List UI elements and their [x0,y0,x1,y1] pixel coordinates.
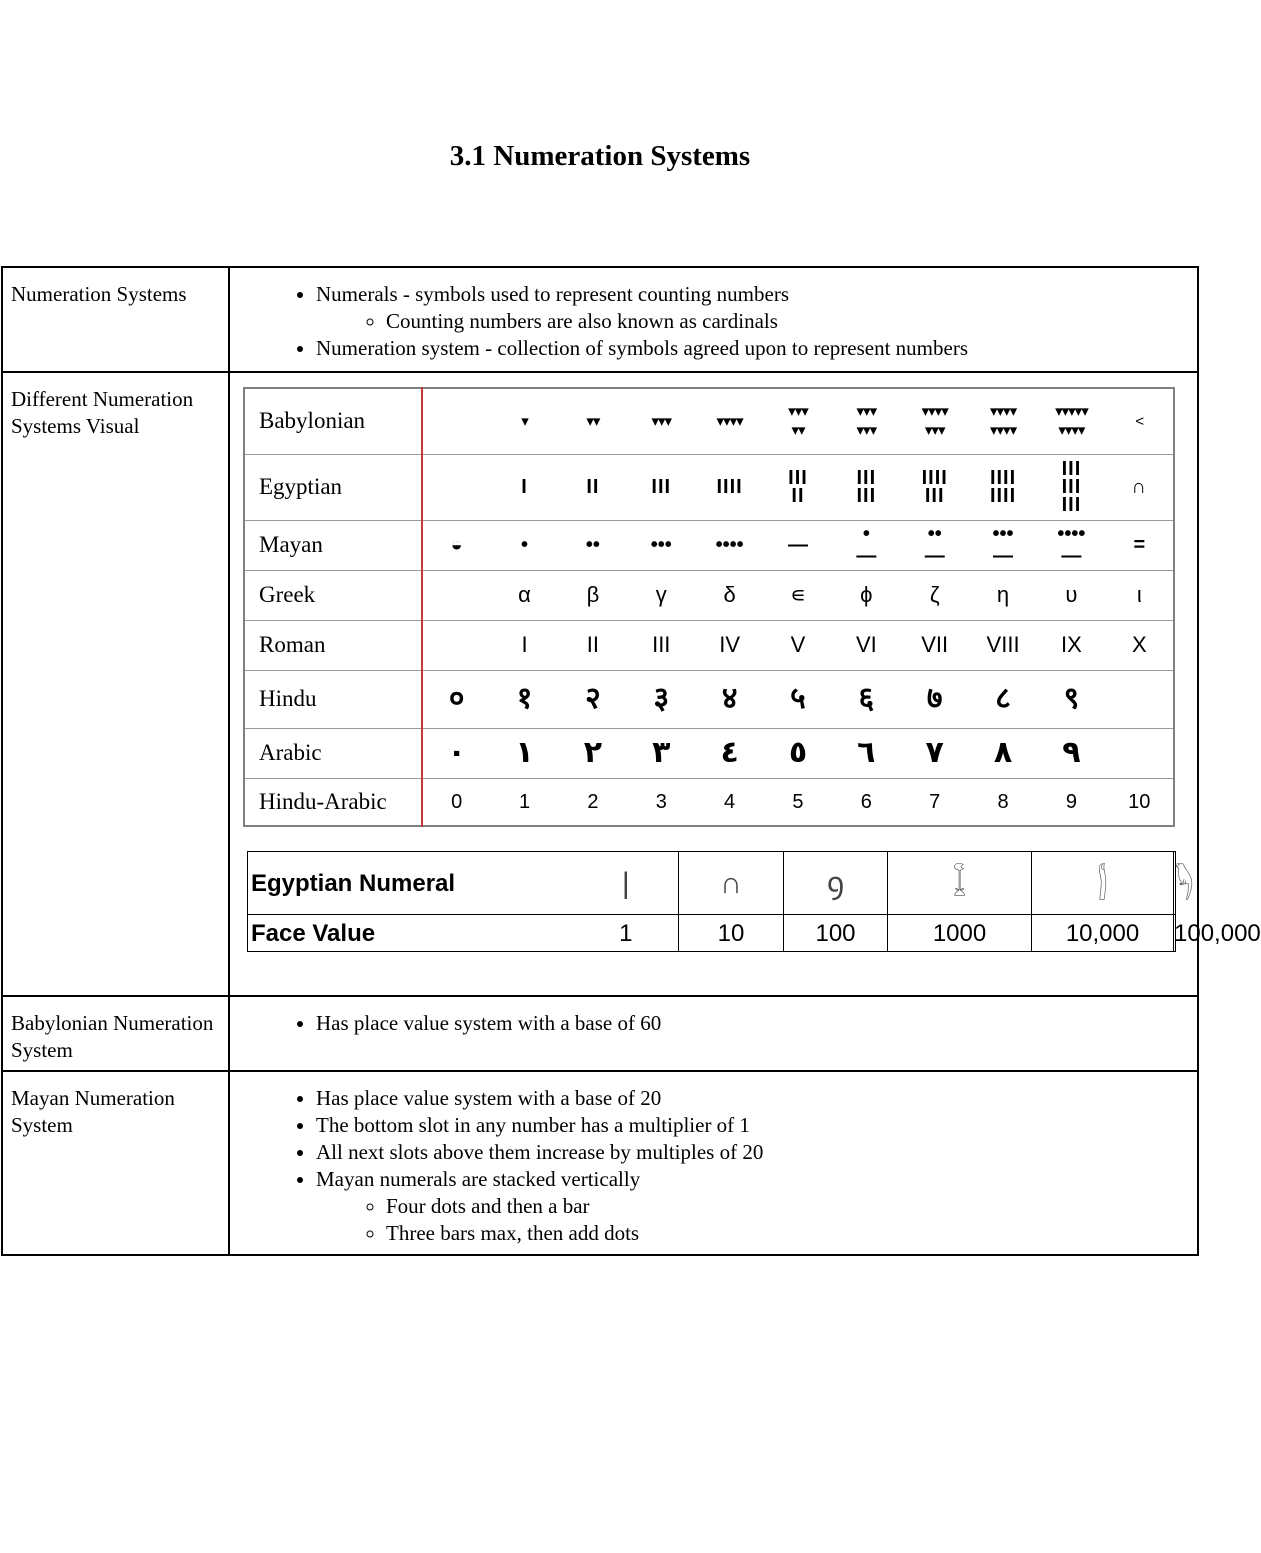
row-content [229,996,1198,1071]
list-item: ◦ Counting numbers are also known as cardinals [386,308,1189,335]
numeral-symbol [1106,728,1174,778]
egyptian-symbol-row [248,852,1176,915]
list-item: • Numerals - symbols used to represent counting numbers ◦ Counting numbers are also known as cardinals [316,281,1189,335]
numeral-row [244,670,1174,728]
numeral-symbol: ३ [627,670,695,728]
egyptian-numeral-label: Egyptian Numeral [248,852,574,915]
numeral-symbol: III III III [1037,454,1105,520]
numeral-symbol: 1 [518,790,531,813]
numeral-symbol: IIII IIII [969,454,1037,520]
numeral-symbol: ∩ [1106,454,1174,520]
numeral-symbol: ▾▾▾ ▾▾▾ [832,388,900,454]
numeral-symbol [422,620,490,670]
numeral-symbol: ▾▾▾ ▾▾ [764,388,832,454]
system-name: Arabic [244,728,422,778]
system-name: Mayan [244,520,422,570]
numeral-symbol: ▾▾▾▾▾ ▾▾▾▾ [1037,388,1105,454]
numeral-symbol: X [1106,620,1174,670]
numeral-symbol: ٩ [1037,728,1105,778]
numeral-symbol: 0 [451,790,463,813]
egyptian-symbol: 𓂭 [1032,852,1174,915]
face-value: 10,000 [1032,915,1174,952]
numeral-symbol: 2 [587,790,599,813]
bullet-list [238,281,1189,362]
numeral-symbol: ϕ [832,570,900,620]
numeral-row [244,520,1174,570]
numeral-symbol: ٤ [695,728,763,778]
numeral-symbol: ١ [490,728,558,778]
numeral-symbol: ▾▾▾ [627,388,695,454]
numeral-symbol: α [490,570,558,620]
numeral-symbol: ८ [969,670,1037,728]
numeral-symbol: III III [832,454,900,520]
face-value: 1000 [888,915,1032,952]
numeral-symbol: ٠ [422,728,490,778]
bullet-list [238,1010,1189,1037]
numeral-symbol: ▾▾▾▾ ▾▾▾ [901,388,969,454]
bullet-list [238,1085,1189,1247]
egyptian-symbol: ∩ [679,852,784,915]
numeral-symbol: IX [1037,620,1105,670]
numeral-symbol: 8 [997,790,1009,813]
numeral-symbol: २ [559,670,627,728]
egyptian-value-row [248,915,1176,952]
numeral-row [244,620,1174,670]
numeral-symbol: ० [422,670,490,728]
numeral-symbol: 5 [792,790,804,813]
face-value: 1 [574,915,679,952]
numeral-symbol [1106,670,1174,728]
row-label: Babylonian Numeration System [2,996,229,1071]
numeral-symbol: IV [695,620,763,670]
numeral-symbol: ▾ [490,388,558,454]
numeral-symbol: ९ [1037,670,1105,728]
numeral-symbol: • — [832,520,900,570]
numeral-symbol: β [559,570,627,620]
row-label: Mayan Numeration System [2,1071,229,1255]
list-item: • The bottom slot in any number has a multiplier of 1 [316,1112,1189,1139]
list-item: • All next slots above them increase by multiples of 20 [316,1139,1189,1166]
row-visual [2,372,1198,996]
list-item: • Has place value system with a base of 20 [316,1085,1189,1112]
numeral-symbol: ٨ [969,728,1037,778]
list-item: ◦ Four dots and then a bar [386,1193,1189,1220]
numeral-symbol: III [627,454,695,520]
numeral-row [244,778,1174,826]
system-name: Hindu-Arabic [244,778,422,826]
system-name: Roman [244,620,422,670]
numeral-row [244,388,1174,454]
system-name: Egyptian [244,454,422,520]
numeral-symbol: II [559,620,627,670]
numeral-symbol: < [1106,388,1174,454]
numeral-symbol: • [490,520,558,570]
row-numeration-systems [2,267,1198,372]
numeral-row [244,728,1174,778]
row-label: Numeration Systems [2,267,229,372]
egyptian-value-table [247,851,1261,952]
numeral-symbol: = [1106,520,1174,570]
page-title: 3.1 Numeration Systems [449,140,751,172]
numeral-symbol: 9 [1065,790,1077,813]
row-content [229,372,1261,996]
numeral-symbol: V [764,620,832,670]
face-value-label: Face Value [248,915,574,952]
list-item: • Mayan numerals are stacked vertically ◦ Four dots and then a bar ◦ Three bars max, then add dots [316,1166,1189,1247]
numeral-symbol: ••• [627,520,695,570]
numeral-symbol: ६ [832,670,900,728]
numeral-symbol: III II [764,454,832,520]
numeral-symbol: ٥ [764,728,832,778]
list-item: • Numeration system - collection of symbols agreed upon to represent numbers [316,335,1189,362]
row-label: Different Numeration Systems Visual [2,372,229,996]
numeral-symbol: ४ [695,670,763,728]
numeral-symbol: •• — [901,520,969,570]
numeral-symbol: 10 [1128,790,1151,813]
numeral-symbol: II [559,454,627,520]
numeral-symbol [422,454,490,520]
numeral-symbol: I [490,454,558,520]
numeral-symbol: I [490,620,558,670]
numeral-row [244,454,1174,520]
numeral-symbol: ζ [901,570,969,620]
sub-bullet-list [316,308,1189,335]
numeral-symbol: ◒ [422,520,490,570]
numeral-symbol: ••• — [969,520,1037,570]
system-name: Greek [244,570,422,620]
numeral-symbol: ▾▾▾▾ [695,388,763,454]
face-value: 100 [784,915,888,952]
system-name: Babylonian [244,388,422,454]
numeral-symbol: 7 [929,790,941,813]
numeral-symbol: ▾▾▾▾ ▾▾▾▾ [969,388,1037,454]
egyptian-symbol: 𓆐 [1174,852,1176,915]
numeral-symbol [422,388,490,454]
numeral-symbol: •••• [695,520,763,570]
numeral-symbol: १ [490,670,558,728]
system-name: Hindu [244,670,422,728]
numeral-symbol: 6 [860,790,872,813]
numeral-symbol: ▾▾ [559,388,627,454]
numeral-symbol: δ [695,570,763,620]
row-babylonian [2,996,1198,1071]
numeral-row [244,570,1174,620]
numeral-symbol: VIII [969,620,1037,670]
numeral-symbol: 4 [724,790,736,813]
row-content [229,267,1198,372]
sub-bullet-list [316,1193,1189,1247]
face-value: 10 [679,915,784,952]
numeral-symbol: ٢ [559,728,627,778]
numeral-symbol: III [627,620,695,670]
row-mayan [2,1071,1198,1255]
numeral-symbol: ٧ [901,728,969,778]
egyptian-symbol: ꝯ [784,852,888,915]
face-value: 100,000 [1174,915,1176,952]
list-item: • Has place value system with a base of 60 [316,1010,1189,1037]
numeral-symbol: ٣ [627,728,695,778]
numeral-symbol: η [969,570,1037,620]
numeral-symbol: VII [901,620,969,670]
numeral-symbol [422,570,490,620]
notes-table [1,266,1261,1256]
numeral-symbol: γ [627,570,695,620]
numeral-symbol: — [764,520,832,570]
egyptian-symbol: | [574,852,679,915]
numeral-symbol: ५ [764,670,832,728]
numeral-symbol: ∊ [764,570,832,620]
numeral-symbol: 3 [655,790,667,813]
numeral-chart [243,387,1175,827]
numeral-symbol: IIII III [901,454,969,520]
numeral-symbol: ι [1106,570,1174,620]
numeral-symbol: •••• — [1037,520,1105,570]
row-content [229,1071,1198,1255]
numeral-symbol: υ [1037,570,1105,620]
egyptian-symbol: 𓆼 [888,852,1032,915]
numeral-symbol: VI [832,620,900,670]
numeral-symbol: IIII [695,454,763,520]
numeral-symbol: •• [559,520,627,570]
list-item: ◦ Three bars max, then add dots [386,1220,1189,1247]
numeral-symbol: ٦ [832,728,900,778]
numeral-symbol: ७ [901,670,969,728]
